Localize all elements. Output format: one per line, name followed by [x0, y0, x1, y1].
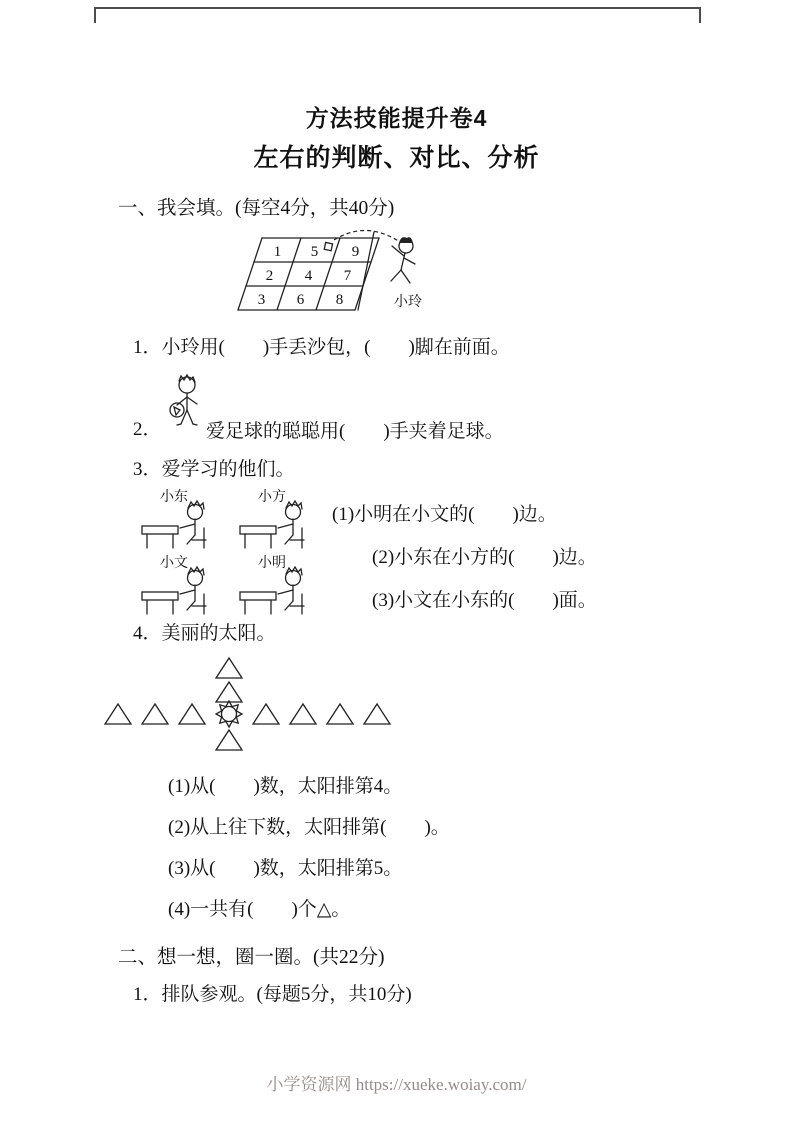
- grid-number: 1: [273, 244, 282, 260]
- kid-unit-bottom-left: [142, 555, 206, 614]
- kid-label: 小东: [160, 490, 188, 505]
- question-3-sub-2: (2)小东在小方的( )边。: [372, 547, 597, 568]
- question-2-text: 爱足球的聪聪用( )手夹着足球。: [206, 421, 504, 442]
- grid-number: 4: [304, 268, 313, 284]
- triangle-icon: [253, 704, 279, 724]
- triangle-icon: [327, 704, 353, 724]
- slanted-line: [358, 232, 374, 310]
- trajectory-dashed-path: [334, 230, 400, 242]
- kid-unit-bottom-right: [240, 555, 304, 614]
- person-label: 小玲: [394, 295, 422, 310]
- question-3-text: 3．爱学习的他们。: [133, 459, 295, 480]
- sun-icon: [216, 701, 242, 727]
- triangle-icon: [179, 704, 205, 724]
- kid-unit-top-right: [240, 489, 304, 548]
- kid-unit-top-left: [142, 489, 206, 548]
- grid-number: 7: [343, 268, 352, 284]
- section2-item-1: 1．排队参观。(每题5分，共10分): [133, 984, 412, 1005]
- page-footer: 小学资源网 https://xueke.woiay.com/: [266, 1075, 527, 1094]
- grid-number: 6: [296, 292, 305, 308]
- question-4-text: 4．美丽的太阳。: [133, 623, 276, 644]
- triangle-icon: [290, 704, 316, 724]
- question-4-sub-3: (3)从( )数，太阳排第5。: [168, 858, 403, 879]
- kid-label: 小明: [258, 556, 286, 571]
- page-title: 方法技能提升卷4: [305, 105, 488, 131]
- beanbag-icon: [324, 242, 332, 250]
- beanbag-grid-figure: [228, 226, 453, 324]
- child-figure-xiaoling: [391, 237, 415, 283]
- kid-label: 小文: [160, 556, 188, 571]
- section1-heading: 一、我会填。(每空4分，共40分): [118, 198, 395, 219]
- grid-number: 3: [257, 292, 266, 308]
- question-3-sub-3: (3)小文在小东的( )面。: [372, 590, 597, 611]
- question-2-number: 2．: [133, 419, 162, 440]
- boy-football-figure: [168, 372, 204, 430]
- page-border: [94, 7, 701, 23]
- triangle-icon: [364, 704, 390, 724]
- triangle-icon: [216, 658, 242, 678]
- question-4-sub-1: (1)从( )数，太阳排第4。: [168, 776, 403, 797]
- section2-heading: 二、想一想，圈一圈。(共22分): [118, 947, 385, 968]
- grid-number: 9: [351, 244, 360, 260]
- question-4-sub-2: (2)从上往下数，太阳排第( )。: [168, 817, 450, 838]
- kid-label: 小方: [258, 490, 286, 505]
- page-subtitle: 左右的判断、对比、分析: [253, 144, 540, 172]
- grid-number: 5: [310, 244, 319, 260]
- triangle-icon: [216, 682, 242, 702]
- kids-desks-figure: [138, 486, 338, 616]
- grid-number: 8: [335, 292, 344, 308]
- triangle-icon: [105, 704, 131, 724]
- question-4-sub-4: (4)一共有( )个△。: [168, 899, 351, 920]
- sun-triangles-figure: [96, 656, 401, 756]
- grid-number: 2: [265, 268, 274, 284]
- question-1: 1．小玲用( )手丢沙包，( )脚在前面。: [133, 337, 510, 358]
- triangle-icon: [142, 704, 168, 724]
- triangle-icon: [216, 730, 242, 750]
- question-3-sub-1: (1)小明在小文的( )边。: [332, 504, 557, 525]
